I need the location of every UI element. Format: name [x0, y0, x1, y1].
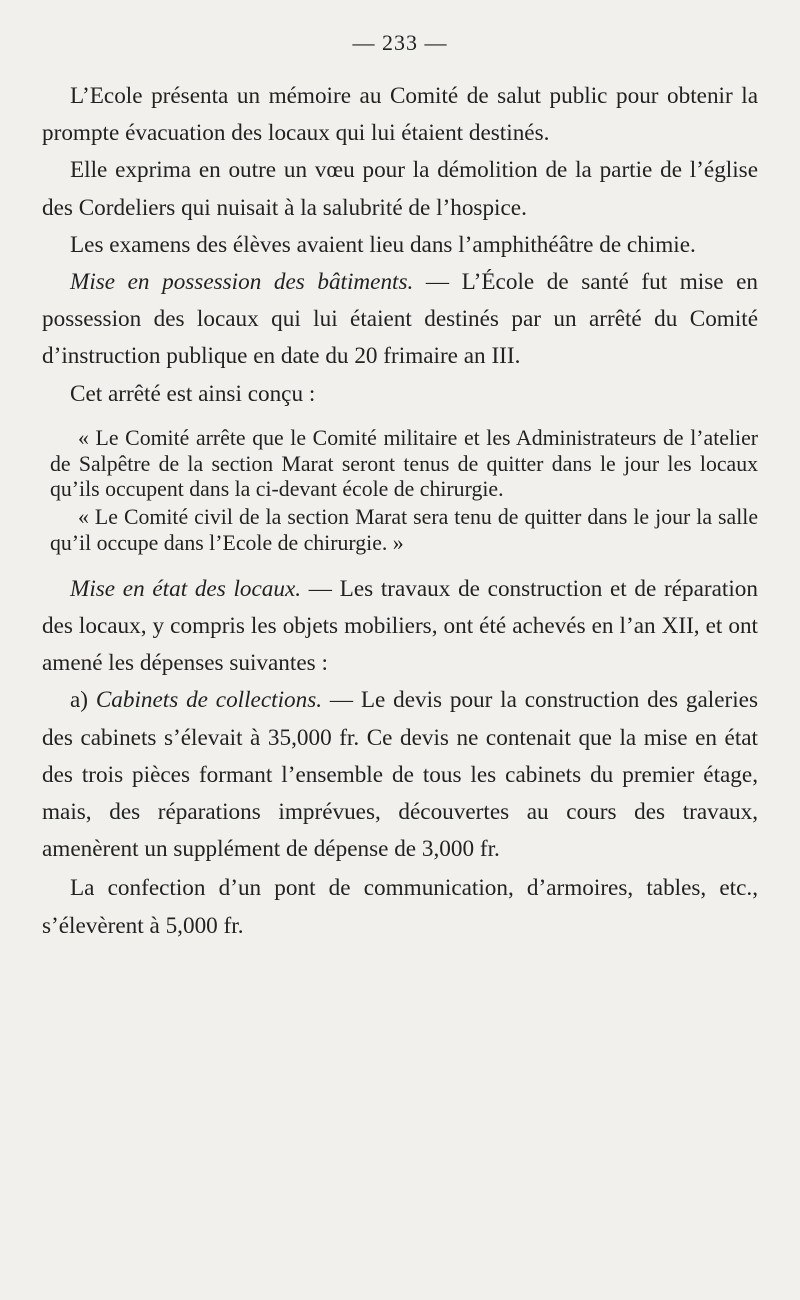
paragraph-mise-en-etat [42, 571, 758, 683]
quote-text: « Le Comité civil de la section Marat sera tenu de quitter dans le jour la salle qu’il occupe dans l’Ecole de chirurgie. » [50, 505, 758, 556]
paragraph-text: — L’École de santé fut mise en possession des locaux qui lui étaient destinés par un arrêté du Comité d’instruction publique en date du 20 frimaire an III. [42, 269, 758, 370]
paragraph-text: — Le devis pour la construction des galeries des cabinets s’élevait à 35,000 fr. Ce devis ne contenait que la mise en état des trois pièces formant l’ensemble de tous les cabinets du premier étage, mais, des réparations imprévues, découvertes au cours des travaux, amenèrent un supplément de dépense de 3,000 fr. [42, 687, 758, 863]
quote-comite-civil [42, 505, 758, 557]
paragraph-voeu [42, 152, 758, 226]
page-number: — 233 — [352, 30, 448, 55]
paragraph-cabinets [42, 682, 758, 868]
paragraph-text: L’Ecole présenta un mémoire au Comité de salut public pour obtenir la prompte évacuation des locaux qui lui étaient destinés. [42, 83, 758, 147]
paragraph-text: — Les travaux de construction et de réparation des locaux, y compris les objets mobiliers, ont été achevés en l’an XII, et ont amené les dépenses suivantes : [42, 575, 758, 677]
quote-text: « Le Comité arrête que le Comité militaire et les Administrateurs de l’atelier de Salpêtre de la section Marat seront tenus de quitter dans le jour les locaux qu’ils occupent dans la ci-devant école de chirurgie. [50, 425, 758, 502]
quote-comite-militaire [42, 426, 758, 503]
paragraph-text: Elle exprima en outre un vœu pour la démolition de la partie de l’église des Cordeliers qui nuisait à la salubrité de l’hospice. [42, 157, 758, 221]
paragraph-memoire [42, 78, 758, 152]
paragraph-confection [42, 870, 758, 944]
paragraph-text: Cet arrêté est ainsi conçu : [70, 380, 316, 407]
paragraph-mise-en-possession [42, 264, 758, 376]
body-text [42, 78, 758, 945]
paragraph-text: Les examens des élèves avaient lieu dans l’amphithéâtre de chimie. [70, 231, 696, 258]
section-heading: Mise en possession des bâtiments. [70, 269, 414, 296]
paragraph-arrete-intro [42, 376, 758, 413]
paragraph-examens [42, 227, 758, 264]
list-marker: a) [70, 687, 96, 714]
section-heading: Mise en état des locaux. [70, 575, 302, 602]
section-heading: Cabinets de collections. [95, 687, 323, 714]
paragraph-text: La confection d’un pont de communication, d’armoires, tables, etc., s’élevèrent à 5,000 fr. [42, 875, 758, 939]
